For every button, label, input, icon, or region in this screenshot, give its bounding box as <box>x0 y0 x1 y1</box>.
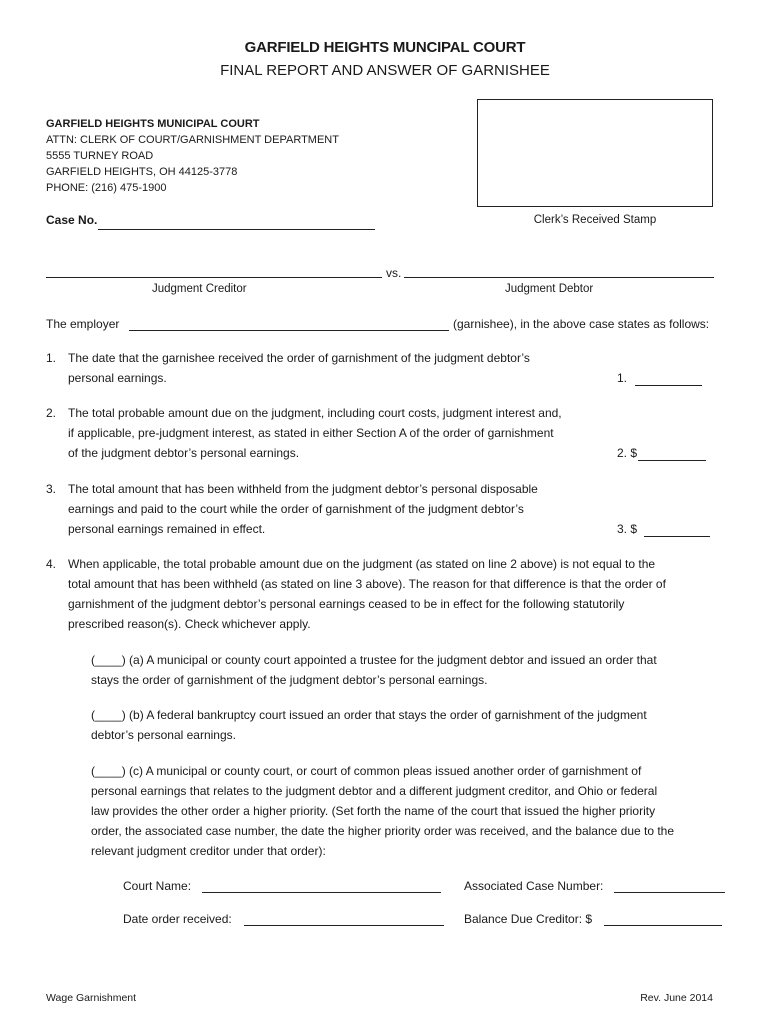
option-c-line1: (____) (c) A municipal or county court, or court of common pleas issued another order of garnishment of <box>91 764 642 778</box>
balance-due-creditor-field[interactable] <box>604 925 722 926</box>
judgment-debtor-field[interactable] <box>404 277 714 278</box>
clerk-stamp-label: Clerk’s Received Stamp <box>533 214 657 226</box>
address-line-city: GARFIELD HEIGHTS, OH 44125-3778 <box>46 166 238 178</box>
item-3-answer-label: 3. $ <box>617 522 638 536</box>
option-b-checkbox[interactable]: (____) <box>91 708 126 722</box>
item-2-text: The total probable amount due on the judgment, including court costs, judgment interest and, if applicable, pre-judgment interest, as stated in either Section A of the order of garnishment of the judgment debtor’s personal earnings. <box>68 406 562 460</box>
item-3-text: The total amount that has been withheld from the judgment debtor’s personal disposable earnings and paid to the court while the order of garnishment of the judgment debtor’s personal earnings remained in effect. <box>68 482 538 536</box>
court-title: GARFIELD HEIGHTS MUNCIPAL COURT <box>244 39 526 56</box>
item-2-answer-label: 2. $ <box>617 446 638 460</box>
judgment-creditor-label: Judgment Creditor <box>152 283 247 295</box>
judgment-debtor-label: Judgment Debtor <box>505 283 594 295</box>
address-line-phone: PHONE: (216) 475-1900 <box>46 182 167 194</box>
associated-case-number-label: Associated Case Number: <box>464 879 604 893</box>
date-order-received-label: Date order received: <box>123 912 232 926</box>
item-3-answer-field[interactable] <box>644 536 710 537</box>
footer-revision: Rev. June 2014 <box>640 992 713 1004</box>
option-b-line1: (____) (b) A federal bankruptcy court issued an order that stays the order of garnishment of the judgment <box>91 708 647 722</box>
item-3-number: 3. <box>46 482 57 496</box>
address-block <box>46 116 339 196</box>
option-a-line1: (____) (a) A municipal or county court appointed a trustee for the judgment debtor and issued an order that <box>91 653 657 667</box>
address-line-attn: ATTN: CLERK OF COURT/GARNISHMENT DEPARTMENT <box>46 134 339 146</box>
option-b: (____) (b) A federal bankruptcy court issued an order that stays the order of garnishment of the judgment debtor’s personal earnings. <box>91 705 726 745</box>
footer-form-name: Wage Garnishment <box>46 992 137 1004</box>
item-2-answer-field[interactable] <box>638 460 706 461</box>
case-number-label: Case No. <box>46 213 98 227</box>
employer-suffix: (garnishee), in the above case states as follows: <box>453 317 710 331</box>
court-name-field[interactable] <box>202 892 441 893</box>
option-c-checkbox[interactable]: (____) <box>91 764 126 778</box>
item-1-number: 1. <box>46 351 57 365</box>
address-line-court: GARFIELD HEIGHTS MUNICIPAL COURT <box>46 118 260 130</box>
clerk-stamp-box <box>477 99 713 207</box>
item-4-text: When applicable, the total probable amount due on the judgment (as stated on line 2 above) is not equal to the total amount that has been withheld (as stated on line 3 above). The reason for that difference is that the order of garnishment of the judgment debtor’s personal earnings ceased to be in effect for the following statutorily prescribed reason(s). Check whichever apply. <box>68 557 666 631</box>
form-title: FINAL REPORT AND ANSWER OF GARNISHEE <box>220 62 550 79</box>
item-1-answer-field[interactable] <box>635 385 702 386</box>
versus-label: vs. <box>386 266 402 280</box>
item-2-number: 2. <box>46 406 57 420</box>
judgment-creditor-field[interactable] <box>46 277 382 278</box>
employer-field[interactable] <box>129 330 449 331</box>
option-a-checkbox[interactable]: (____) <box>91 653 126 667</box>
balance-due-creditor-label: Balance Due Creditor: $ <box>464 912 593 926</box>
associated-case-number-field[interactable] <box>614 892 725 893</box>
option-a: (____) (a) A municipal or county court appointed a trustee for the judgment debtor and issued an order that stays the order of garnishment of the judgment debtor’s personal earnings. <box>91 650 726 690</box>
item-1-answer-label: 1. <box>617 371 628 385</box>
option-c: (____) (c) A municipal or county court, or court of common pleas issued another order of garnishment of personal earnings that relates to the judgment debtor and a different judgment creditor, and Ohio or federal law provides the other order a higher priority. (Set forth the name of the court that issued the higher priority order, the associated case number, the date the higher priority order was received, and the balance due to the relevant judgment creditor under that order): <box>91 761 726 861</box>
employer-label: The employer <box>46 317 120 331</box>
item-4-number: 4. <box>46 557 57 571</box>
date-order-received-field[interactable] <box>244 925 444 926</box>
case-number-field[interactable] <box>98 229 375 230</box>
court-name-label: Court Name: <box>123 879 192 893</box>
item-1-text: The date that the garnishee received the order of garnishment of the judgment debtor’s personal earnings. <box>68 351 530 385</box>
address-line-street: 5555 TURNEY ROAD <box>46 150 154 162</box>
